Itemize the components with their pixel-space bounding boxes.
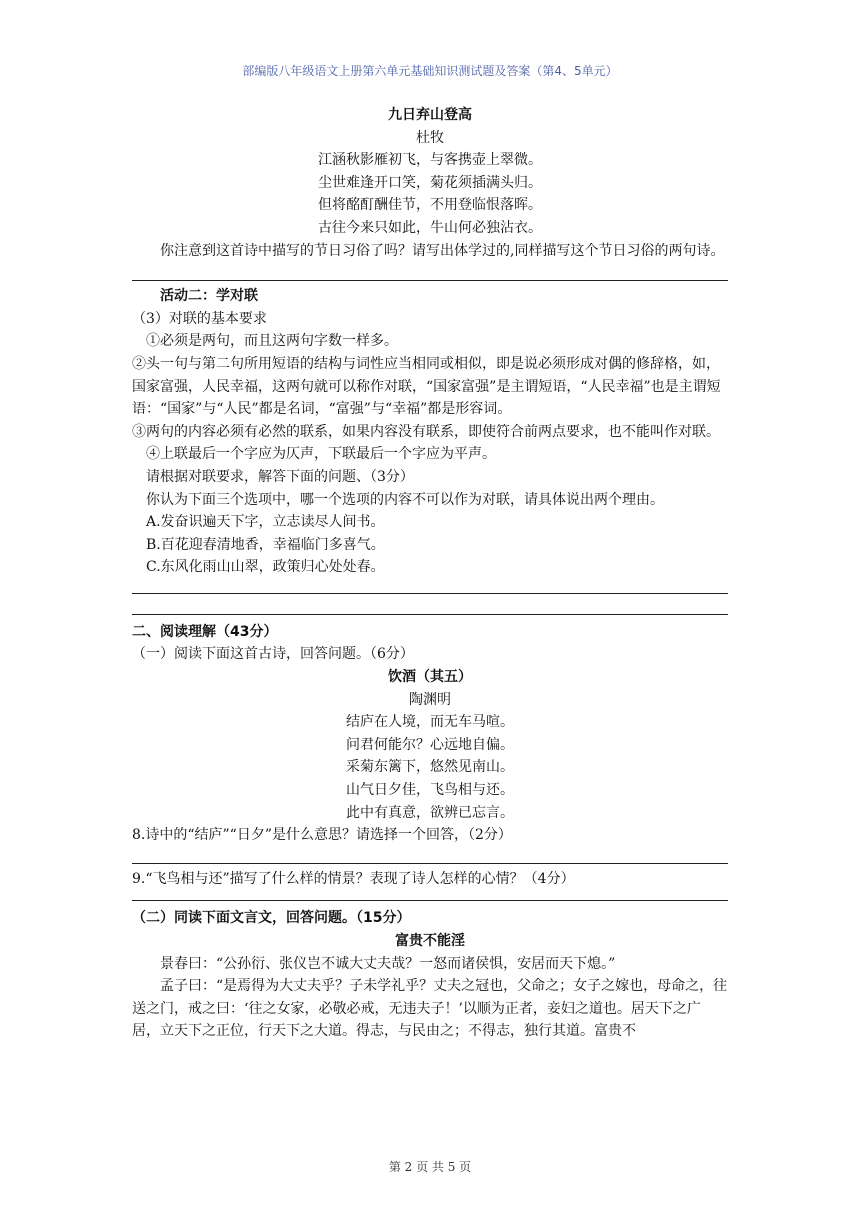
rule-item: ②头一句与第二句所用短语的结构与词性应当相同或相似，即是说必须形成对偶的修辞格，如，国家富强，人民幸福，这两句就可以称作对联，“国家富强”是主谓短语，“人民幸福”也是主谓短语：“国家”与“人民”都是名词，“富强”与“幸福”都是形容词。 [132, 355, 721, 418]
section2-part2: （二）同读下面文言文，回答问题。（15分） [132, 910, 411, 927]
option-c: C.东风化雨山山翠，政策归心处处春。 [146, 559, 385, 576]
section2-heading: 二、阅读理解（43分） [132, 623, 278, 640]
poem2-title: 饮酒（其五） [388, 669, 472, 686]
question-9: 9.“飞鸟相与还”描写了什么样的情景？表现了诗人怎样的心情？（4分） [132, 870, 575, 887]
poem2-line: 采菊东篱下，悠然见南山。 [346, 759, 514, 776]
activity2-question: 你认为下面三个选项中，哪一个选项的内容不可以作为对联，请具体说出两个理由。 [146, 491, 664, 508]
page-footer: 第 2 页 共 5 页 [388, 1160, 472, 1174]
option-a: A.发奋识遍天下字，立志读尽人间书。 [146, 514, 385, 531]
option-b: B.百花迎春清地香，幸福临门多喜气。 [146, 536, 385, 553]
activity2-instruction: 请根据对联要求，解答下面的问题、（3分） [146, 468, 414, 485]
rule-item: ①必须是两句，而且这两句字数一样多。 [146, 333, 398, 350]
poem1-line: 古往今来只如此，牛山何必独沾衣。 [318, 219, 542, 236]
poem2-line: 此中有真意，欲辨已忘言。 [346, 804, 514, 821]
question-8: 8.诗中的“结庐”“日夕”是什么意思？请选择一个回答，（2分） [132, 827, 512, 844]
poem2-line: 结庐在人境，而无车马喧。 [346, 714, 514, 731]
poem1-title: 九日弃山登高 [388, 107, 472, 123]
text-title: 富贵不能淫 [395, 933, 465, 949]
rule-item: ④上联最后一个字应为仄声，下联最后一个字应为平声。 [146, 446, 496, 463]
poem1-question: 你注意到这首诗中描写的节日习俗了吗？请写出体学过的,同样描写这个节日习俗的两句诗。 [160, 242, 725, 259]
poem2-line: 问君何能尔？心远地自偏。 [346, 736, 514, 753]
poem1-line: 但将酩酊酬佳节，不用登临恨落晖。 [318, 197, 542, 214]
poem1-line: 江涵秋影雁初飞，与客携壶上翠微。 [318, 152, 542, 169]
text-paragraph: 孟子曰：“是焉得为大丈夫乎？子未学礼乎？丈夫之冠也，父命之；女子之嫁也，母命之，往送之门，戒之曰：‘往之女家，必敬必戒，无违夫子！’以顺为正者，妾妇之道也。居天下之广居，立天下之正位，行天下之大道。得志，与民由之；不得志，独行其道。富贵不 [132, 978, 728, 1040]
text-paragraph: 景春曰：“公孙衍、张仪岂不诚大丈夫哉？一怒而诸侯惧，安居而天下熄。” [160, 955, 616, 972]
activity2-subheading: （3）对联的基本要求 [132, 310, 267, 327]
activity2-heading: 活动二：学对联 [160, 288, 258, 305]
poem1-line: 尘世难逢开口笑，菊花须插满头归。 [318, 174, 542, 191]
poem2-line: 山气日夕佳，飞鸟相与还。 [346, 782, 514, 799]
rule-item: ③两句的内容必须有必然的联系，如果内容没有联系，即使符合前两点要求，也不能叫作对联。 [132, 423, 720, 440]
poem1-author: 杜牧 [416, 129, 444, 146]
poem2-author: 陶渊明 [409, 691, 451, 708]
section2-part1: （一）阅读下面这首古诗，回答问题。（6分） [132, 646, 414, 663]
page-content [132, 104, 728, 1043]
page-header: 部编版八年级语文上册第六单元基础知识测试题及答案（第4、5单元） [242, 64, 618, 78]
